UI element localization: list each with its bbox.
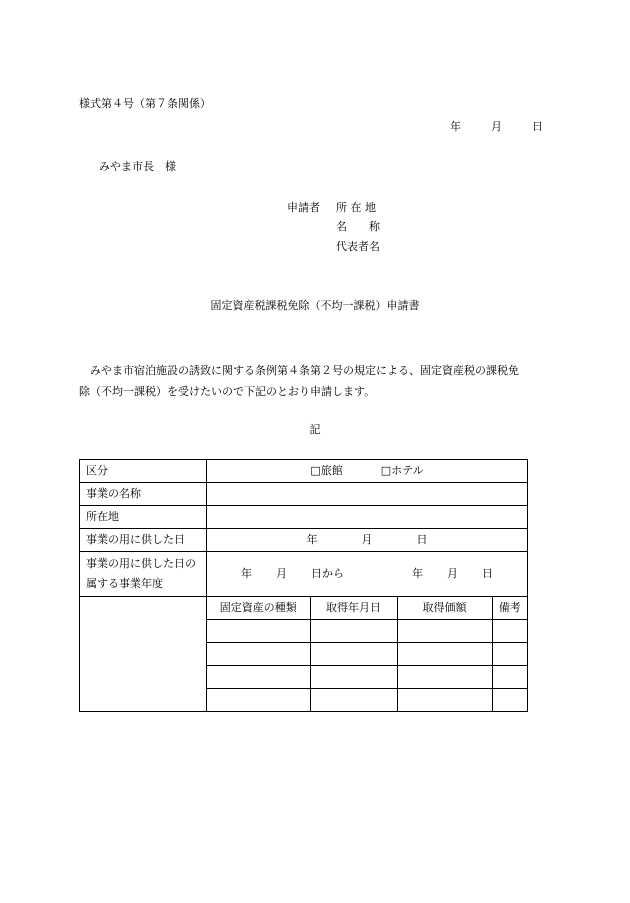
acquisition-price-cell[interactable] [397, 620, 492, 643]
assets-area [207, 597, 528, 712]
acquisition-price-cell[interactable] [397, 689, 492, 712]
table-row [207, 666, 527, 689]
ki-heading: 記 [309, 423, 321, 436]
remarks-cell[interactable] [492, 666, 527, 689]
table-row-start-date [80, 529, 528, 552]
applicant-label: 申請者 [287, 201, 320, 214]
date-month: 月 [491, 120, 502, 133]
assets-table [207, 597, 527, 711]
acquisition-price-header: 取得価額 [397, 597, 492, 620]
fiscal-to-month: 月 [447, 567, 458, 580]
fiscal-from-day: 日から [311, 567, 344, 580]
remarks-header: 備考 [492, 597, 527, 620]
asset-type-header: 固定資産の種類 [207, 597, 310, 620]
body-line-1: みやま市宿泊施設の誘致に関する条例第４条第２号の規定による、固定資産税の課税免 [79, 364, 519, 377]
form-number: 様式第４号（第７条関係） [79, 97, 211, 110]
fiscal-year-label [80, 552, 207, 597]
applicant-name-label: 名 称 [336, 220, 380, 233]
fiscal-to-year: 年 [412, 567, 423, 580]
table-row-fiscal-year [80, 552, 528, 597]
acquisition-date-header: 取得年月日 [310, 597, 397, 620]
table-row-category [80, 460, 528, 483]
acquisition-date-cell[interactable] [310, 620, 397, 643]
acquisition-price-cell[interactable] [397, 643, 492, 666]
acquisition-date-cell[interactable] [310, 666, 397, 689]
business-name-field[interactable] [207, 483, 528, 506]
asset-type-cell[interactable] [207, 643, 310, 666]
remarks-cell[interactable] [492, 689, 527, 712]
location-field[interactable] [207, 506, 528, 529]
application-table [79, 459, 528, 712]
fiscal-year-label-line-1: 事業の用に供した日の [86, 557, 196, 570]
date-day: 日 [532, 120, 543, 133]
asset-type-cell[interactable] [207, 689, 310, 712]
fiscal-from-year: 年 [241, 567, 252, 580]
table-row [207, 689, 527, 712]
table-row-location [80, 506, 528, 529]
assets-header-row [207, 597, 527, 620]
addressee: みやま市長 様 [99, 160, 176, 173]
fiscal-year-field[interactable] [207, 552, 528, 597]
application-date [450, 120, 543, 133]
remarks-cell[interactable] [492, 620, 527, 643]
category-label: 区分 [80, 460, 207, 483]
applicant-address-label: 所 在 地 [336, 201, 376, 214]
body-line-2: 除（不均一課税）を受けたいので下記のとおり申請します。 [79, 385, 376, 398]
date-year: 年 [450, 120, 461, 133]
fiscal-to-day: 日 [482, 567, 493, 580]
start-year: 年 [306, 533, 318, 547]
asset-type-cell[interactable] [207, 620, 310, 643]
fiscal-year-label-line-2: 属する事業年度 [86, 577, 163, 590]
start-date-label: 事業の用に供した日 [80, 529, 207, 552]
table-row-business-name [80, 483, 528, 506]
option-hotel[interactable]: □ホテル [380, 464, 424, 478]
option-ryokan[interactable]: □旅館 [310, 464, 343, 478]
acquisition-date-cell[interactable] [310, 643, 397, 666]
table-row [207, 620, 527, 643]
start-month: 月 [361, 533, 373, 547]
start-date-field[interactable] [207, 529, 528, 552]
acquisition-price-cell[interactable] [397, 666, 492, 689]
category-options [207, 460, 528, 483]
applicant-representative-label: 代表者名 [336, 240, 380, 253]
table-row [207, 643, 527, 666]
document-title: 固定資産税課税免除（不均一課税）申請書 [210, 299, 420, 312]
fiscal-from-month: 月 [276, 567, 287, 580]
asset-type-cell[interactable] [207, 666, 310, 689]
location-label: 所在地 [80, 506, 207, 529]
acquisition-date-cell[interactable] [310, 689, 397, 712]
start-day: 日 [416, 533, 428, 547]
assets-label-cell [80, 597, 207, 712]
remarks-cell[interactable] [492, 643, 527, 666]
body-text [79, 360, 549, 402]
table-row-assets [80, 597, 528, 712]
business-name-label: 事業の名称 [80, 483, 207, 506]
